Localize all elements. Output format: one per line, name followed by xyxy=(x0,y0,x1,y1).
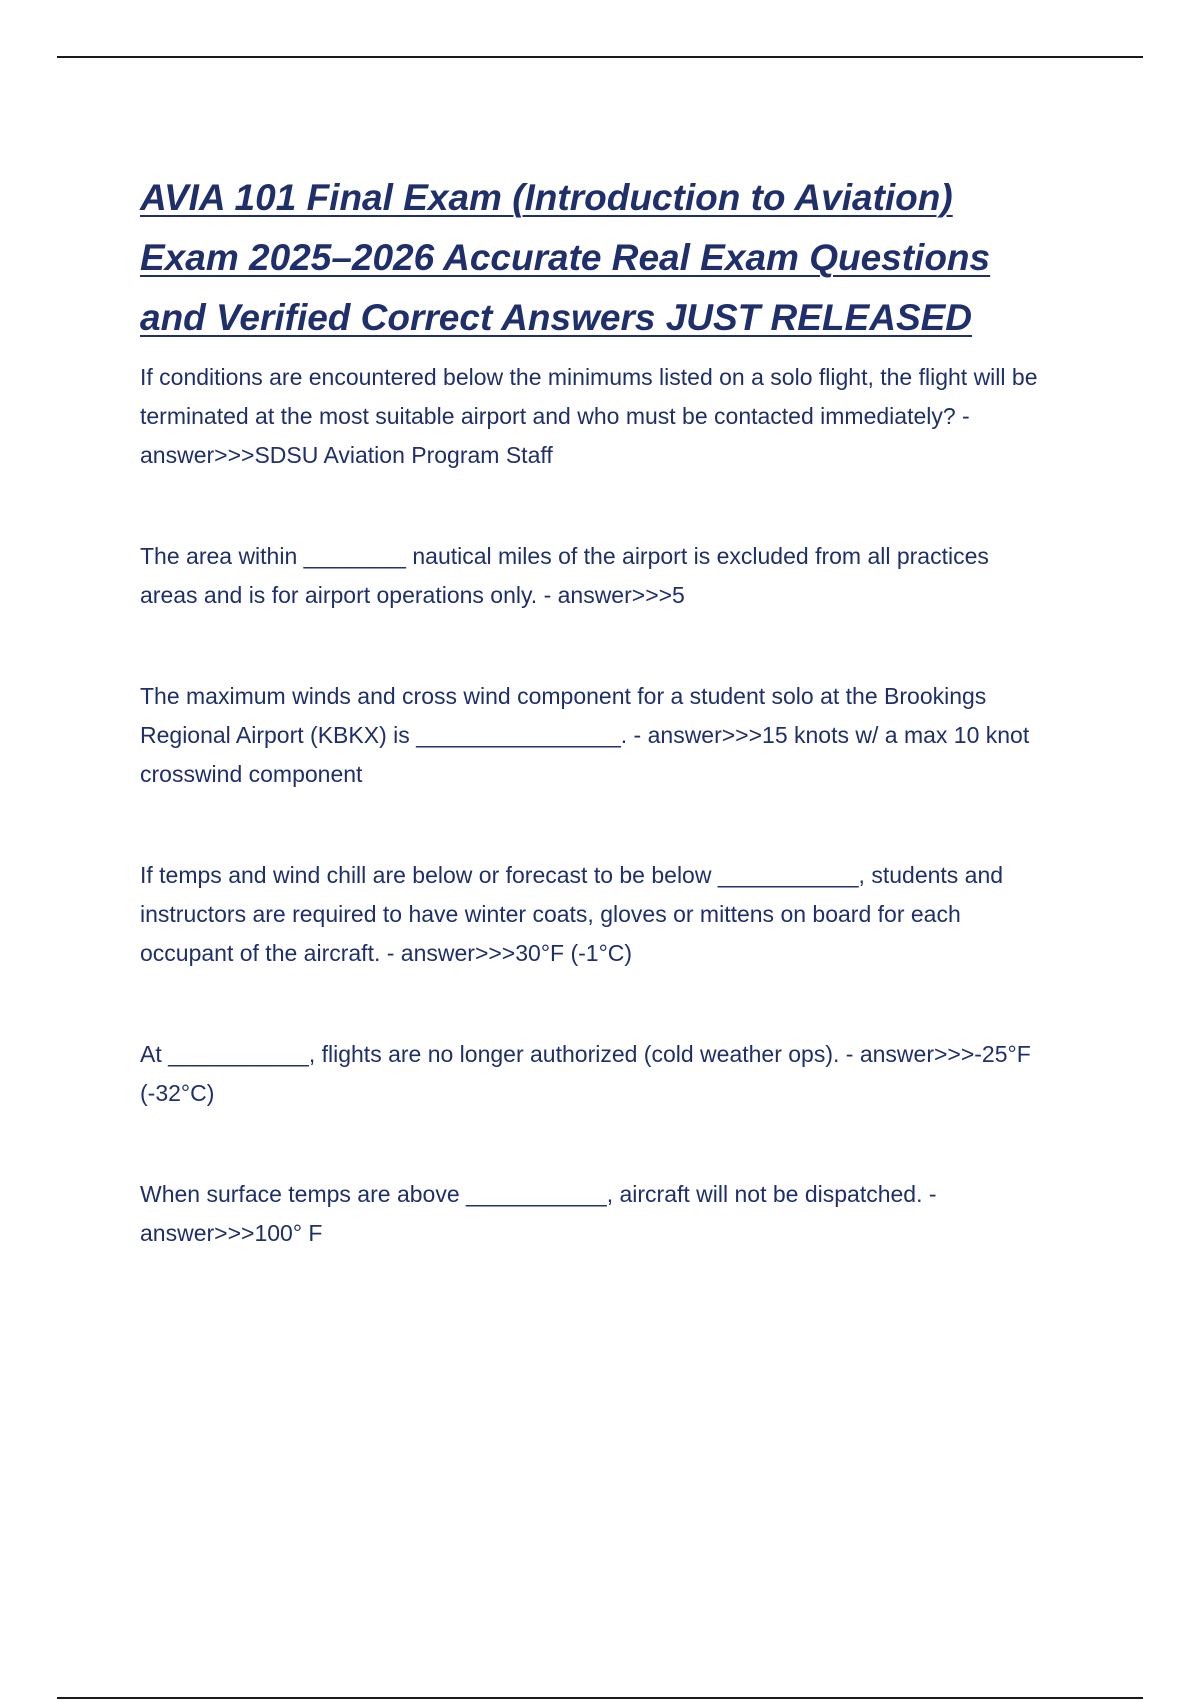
top-rule xyxy=(57,56,1143,58)
qa-item: When surface temps are above ___________, aircraft will not be dispatched. - answer>>>100° F xyxy=(140,1181,937,1246)
qa-item: If conditions are encountered below the minimums listed on a solo flight, the flight will be terminated at the most suitable airport and who must be contacted immediately? - answer>>>SDSU Aviation Program Staff xyxy=(140,364,1038,468)
qa-item: At ___________, flights are no longer authorized (cold weather ops). - answer>>>-25°F (-32°C) xyxy=(140,1041,1031,1106)
title-line: AVIA 101 Final Exam (Introduction to Aviation) xyxy=(140,177,953,218)
document-title xyxy=(140,168,1040,348)
document-body xyxy=(140,168,1040,1253)
qa-item: The maximum winds and cross wind component for a student solo at the Brookings Regional Airport (KBKX) is ________________. - answer>>>15 knots w/ a max 10 knot crosswind component xyxy=(140,683,1030,787)
title-line: and Verified Correct Answers JUST RELEASED xyxy=(140,297,973,338)
qa-item: The area within ________ nautical miles of the airport is excluded from all practices areas and is for airport operations only. - answer>>>5 xyxy=(140,543,989,608)
title-line: Exam 2025–2026 Accurate Real Exam Questions xyxy=(140,237,991,278)
bottom-rule xyxy=(57,1697,1143,1699)
qa-item: If temps and wind chill are below or forecast to be below ___________, students and instructors are required to have winter coats, gloves or mittens on board for each occupant of the aircraft. - answer>>>30°F (-1°C) xyxy=(140,862,1004,966)
